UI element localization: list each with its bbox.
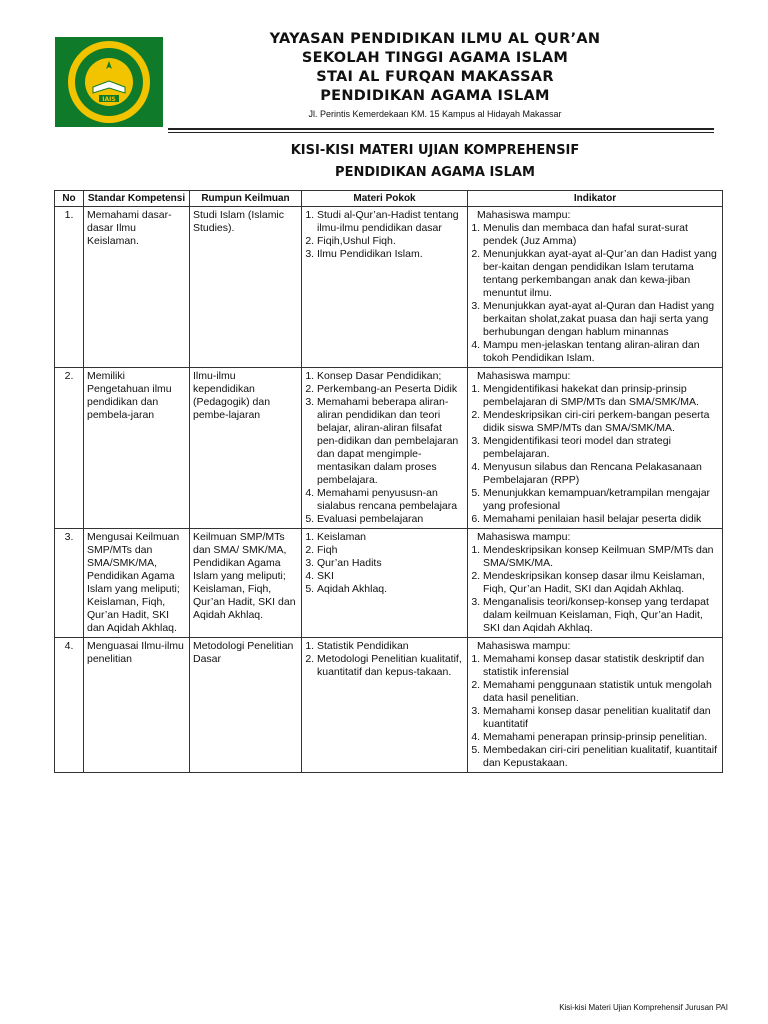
letterhead-line-3: STAI AL FURQAN MAKASSAR [316, 69, 554, 85]
materi-item: 1. Keislaman [317, 531, 464, 544]
row-materi [302, 368, 468, 529]
indikator-item: 5. Membedakan ciri-ciri penelitian kualitatif, kuantitaif dan Kepustakaan. [483, 744, 719, 770]
title-line-2: PENDIDIKAN AGAMA ISLAM [335, 165, 535, 180]
header-rule-thick [168, 128, 714, 130]
institution-logo [55, 37, 163, 127]
kisi-kisi-table [54, 190, 723, 773]
materi-item: 2. Fiqh [317, 544, 464, 557]
indikator-item: 3. Mengidentifikasi teori model dan strategi pembelajaran. [483, 435, 719, 461]
row-standar: Memiliki Pengetahuan ilmu pendidikan dan pembela-jaran [84, 368, 190, 529]
header-rumpun-keilmuan: Rumpun Keilmuan [190, 191, 302, 207]
indikator-item: 2. Mendeskripsikan konsep dasar ilmu Keislaman, Fiqh, Qur’an Hadit, SKI dan Aqidah Akhlaq. [483, 570, 719, 596]
header-indikator: Indikator [468, 191, 723, 207]
table-row [55, 368, 723, 529]
letterhead [170, 30, 700, 119]
letterhead-address: Jl. Perintis Kemerdekaan KM. 15 Kampus al Hidayah Makassar [308, 109, 562, 119]
row-no: 1. [55, 207, 84, 368]
row-indikator [468, 368, 723, 529]
letterhead-line-4: PENDIDIKAN AGAMA ISLAM [320, 88, 550, 104]
indikator-item: 6. Memahami penilaian hasil belajar peserta didik [483, 513, 719, 526]
materi-item: 4. Memahami penyususn-an sialabus rencana pembelajara [317, 487, 464, 513]
indikator-item: 4. Memahami penerapan prinsip-prinsip penelitian. [483, 731, 719, 744]
materi-item: 2. Metodologi Penelitian kualitatif, kuantitatif dan kepus-takaan. [317, 653, 464, 679]
indikator-item: 3. Menunjukkan ayat-ayat al-Quran dan Hadist yang berkaitan sholat,zakat puasa dan haji serta yang berhubungan dengan hablum minannas [483, 300, 719, 339]
row-no: 2. [55, 368, 84, 529]
indikator-item: 1. Mengidentifikasi hakekat dan prinsip-prinsip pembelajaran di SMP/MTs dan SMA/SMK/MA. [483, 383, 719, 409]
materi-item: 3. Memahami beberapa aliran-aliran pendidikan dan teori belajar, aliran-aliran filsafat pen-didikan dan pembelajaran dan dapat mengimple-mentasikan dalam proses pembelajara. [317, 396, 464, 487]
row-rumpun: Keilmuan SMP/MTs dan SMA/ SMK/MA, Pendidikan Agama Islam yang meliputi; Keislaman, Fiqh, Qur’an Hadit, SKI dan Aqidah Akhlaq. [190, 529, 302, 638]
materi-item: 5. Aqidah Akhlaq. [317, 583, 464, 596]
letterhead-line-2: SEKOLAH TINGGI AGAMA ISLAM [301, 50, 569, 66]
row-rumpun: Ilmu-ilmu kependidikan (Pedagogik) dan pembe-lajaran [190, 368, 302, 529]
indikator-item: 2. Memahami penggunaan statistik untuk mengolah data hasil penelitian. [483, 679, 719, 705]
row-materi [302, 529, 468, 638]
indikator-item: 1. Mendeskripsikan konsep Keilmuan SMP/MTs dan SMA/SMK/MA. [483, 544, 719, 570]
row-materi [302, 638, 468, 773]
indikator-item: 1. Memahami konsep dasar statistik deskriptif dan statistik inferensial [483, 653, 719, 679]
indikator-lead: Mahasiswa mampu: [477, 209, 571, 221]
indikator-lead: Mahasiswa mampu: [477, 531, 571, 543]
row-indikator [468, 638, 723, 773]
table-header-row [55, 191, 723, 207]
materi-item: 1. Konsep Dasar Pendidikan; [317, 370, 464, 383]
row-standar: Menguasai Ilmu-ilmu penelitian [84, 638, 190, 773]
logo-text: IAIS [102, 96, 116, 103]
header-standar-kompetensi: Standar Kompetensi [84, 191, 190, 207]
indikator-lead: Mahasiswa mampu: [477, 640, 571, 652]
materi-item: 4. SKI [317, 570, 464, 583]
indikator-item: 2. Mendeskripsikan ciri-ciri perkem-bangan peserta didik siswa SMP/MTs dan SMA/SMK/MA. [483, 409, 719, 435]
indikator-lead: Mahasiswa mampu: [477, 370, 571, 382]
row-no: 4. [55, 638, 84, 773]
title-line-1: KISI-KISI MATERI UJIAN KOMPREHENSIF [290, 143, 580, 158]
row-no: 3. [55, 529, 84, 638]
header-no: No [55, 191, 84, 207]
indikator-item: 2. Menunjukkan ayat-ayat al-Qur’an dan Hadist yang ber-kaitan dengan pendidikan Islam terutama tentang perkembangan anak dan kewa-jiban menuntut ilmu. [483, 248, 719, 300]
table-row [55, 638, 723, 773]
indikator-item: 4. Menyusun silabus dan Rencana Pelakasanaan Pembelajaran (RPP) [483, 461, 719, 487]
row-materi [302, 207, 468, 368]
materi-item: 5. Evaluasi pembelajaran [317, 513, 464, 526]
indikator-item: 3. Menganalisis teori/konsep-konsep yang terdapat dalam keilmuan Keislaman, Fiqh, Qur’an Hadit, SKI dan Aqidah Akhlaq. [483, 596, 719, 635]
indikator-item: 5. Menunjukkan kemampuan/ketrampilan mengajar yang profesional [483, 487, 719, 513]
header-rule-thin [168, 132, 714, 133]
materi-item: 2. Perkembang-an Peserta Didik [317, 383, 464, 396]
table-row [55, 529, 723, 638]
row-indikator [468, 207, 723, 368]
table-row [55, 207, 723, 368]
letterhead-line-1: YAYASAN PENDIDIKAN ILMU AL QUR’AN [269, 31, 601, 47]
materi-item: 1. Studi al-Qur’an-Hadist tentang ilmu-ilmu pendidikan dasar [317, 209, 464, 235]
indikator-item: 4. Mampu men-jelaskan tentang aliran-aliran dan tokoh Pendidikan Islam. [483, 339, 719, 365]
row-rumpun: Studi Islam (Islamic Studies). [190, 207, 302, 368]
page-footer: Kisi-kisi Materi Ujian Komprehensif Jurusan PAI [559, 1003, 728, 1012]
header-materi-pokok: Materi Pokok [302, 191, 468, 207]
indikator-item: 3. Memahami konsep dasar penelitian kualitatif dan kuantitatif [483, 705, 719, 731]
materi-item: 2. Fiqih,Ushul Fiqh. [317, 235, 464, 248]
materi-item: 1. Statistik Pendidikan [317, 640, 464, 653]
row-rumpun: Metodologi Penelitian Dasar [190, 638, 302, 773]
row-standar: Memahami dasar-dasar Ilmu Keislaman. [84, 207, 190, 368]
materi-item: 3. Ilmu Pendidikan Islam. [317, 248, 464, 261]
row-standar: Mengusai Keilmuan SMP/MTs dan SMA/SMK/MA, Pendidikan Agama Islam yang meliputi; Keislaman, Fiqh, Qur’an Hadit, SKI dan Aqidah Akhlaq. [84, 529, 190, 638]
materi-item: 3. Qur’an Hadits [317, 557, 464, 570]
document-title [170, 140, 700, 184]
indikator-item: 1. Menulis dan membaca dan hafal surat-surat pendek (Juz Amma) [483, 222, 719, 248]
row-indikator [468, 529, 723, 638]
